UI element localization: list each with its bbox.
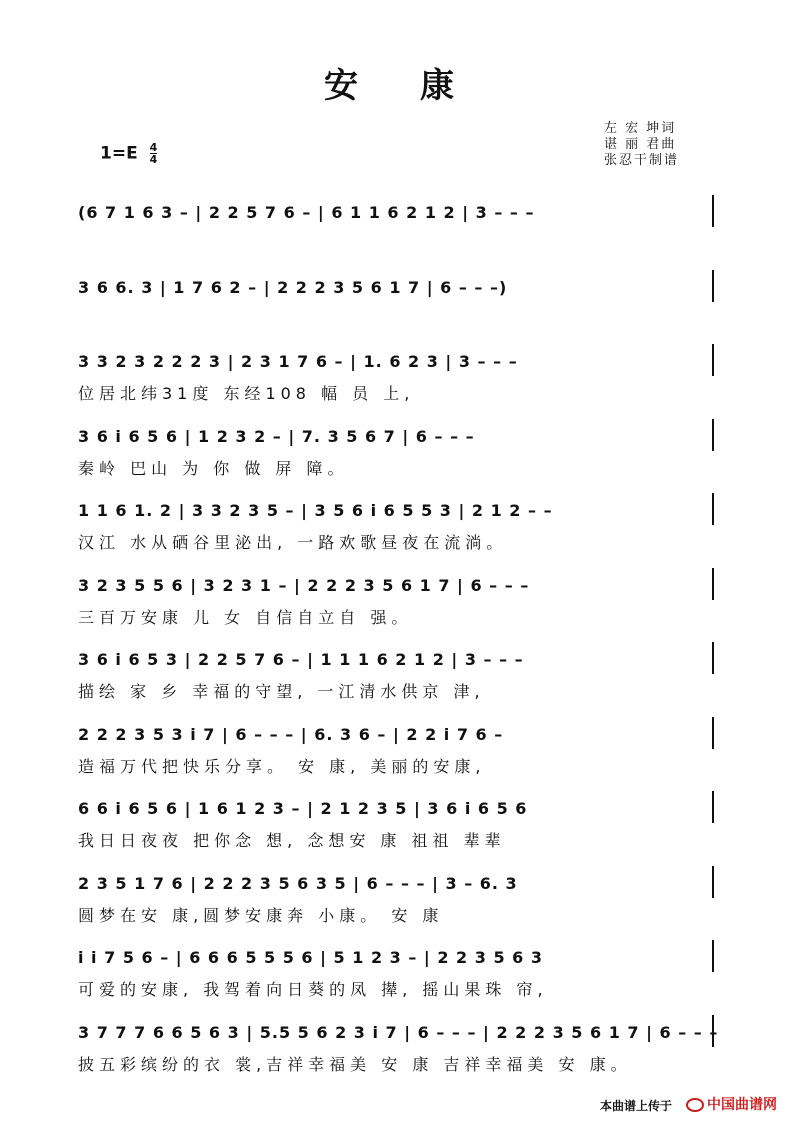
time-signature-top: 4 <box>149 141 158 154</box>
bar-line <box>712 1015 714 1047</box>
bar-line <box>712 940 714 972</box>
bar-line <box>712 344 714 376</box>
time-signature <box>150 142 158 165</box>
lyric-row: 描绘 家 乡 幸福的守望, 一江清水供京 津, <box>78 682 485 701</box>
notation-row: 3 3 2 3 2 2 2 3 | 2 3 1 7 6 – | 1. 6 2 3 | 3 – – – <box>78 352 718 371</box>
key-label: 1=E <box>100 143 138 164</box>
time-signature-bottom: 4 <box>149 153 158 166</box>
lyric-row: 圆梦在安 康,圆梦安康奔 小康。 安 康 <box>78 906 444 925</box>
credit-transcriber: 张忍干制谱 <box>604 153 680 168</box>
footer-text: 本曲谱上传于 <box>600 1099 673 1113</box>
notation-row: 2 3 5 1 7 6 | 2 2 2 3 5 6 3 5 | 6 – – – | 3 – 6. 3 <box>78 874 718 893</box>
notation-row: 3 6 i 6 5 3 | 2 2 5 7 6 – | 1 1 1 6 2 1 2 | 3 – – – <box>78 650 718 669</box>
key-signature <box>100 142 157 165</box>
bar-line <box>712 568 714 600</box>
bar-line <box>712 493 714 525</box>
lyric-row: 秦岭 巴山 为 你 做 屏 障。 <box>78 459 349 478</box>
site-logo <box>686 1094 777 1114</box>
lyric-row: 汉江 水从硒谷里泌出, 一路欢歌昼夜在流淌。 <box>78 533 508 552</box>
notation-row: 1 1 6 1. 2 | 3 3 2 3 5 – | 3 5 6 i 6 5 5 3 | 2 1 2 – – <box>78 501 718 520</box>
bar-line <box>712 419 714 451</box>
notation-row: (6 7 1 6 3 – | 2 2 5 7 6 – | 6 1 1 6 2 1 2 | 3 – – – <box>78 203 718 222</box>
song-title: 安 康 <box>324 66 468 106</box>
logo-icon <box>686 1098 704 1112</box>
notation-row: 2 2 2 3 5 3 i 7 | 6 – – – | 6. 3 6 – | 2 2 i 7 6 – <box>78 725 718 744</box>
bar-line <box>712 195 714 227</box>
bar-line <box>712 270 714 302</box>
lyric-row: 造福万代把快乐分享。 安 康, 美丽的安康, <box>78 757 486 776</box>
notation-row: 3 7 7 7 6 6 5 6 3 | 5.5 5 6 2 3 i 7 | 6 – – – | 2 2 2 3 5 6 1 7 | 6 – – – <box>78 1023 718 1042</box>
credit-composer: 谌 丽 君曲 <box>604 137 677 152</box>
credits <box>604 121 679 169</box>
lyric-row: 披五彩缤纷的衣 裳,吉祥幸福美 安 康 吉祥幸福美 安 康。 <box>78 1055 632 1074</box>
lyric-row: 我日日夜夜 把你念 想, 念想安 康 祖祖 辈辈 <box>78 831 506 850</box>
notation-row: i i 7 5 6 – | 6 6 6 5 5 5 6 | 5 1 2 3 – | 2 2 3 5 6 3 <box>78 948 718 967</box>
bar-line <box>712 866 714 898</box>
notation-row: 3 6 i 6 5 6 | 1 2 3 2 – | 7. 3 5 6 7 | 6 – – – <box>78 427 718 446</box>
lyric-row: 可爱的安康, 我驾着向日葵的凤 撵, 摇山果珠 帘, <box>78 980 548 999</box>
notation-row: 6 6 i 6 5 6 | 1 6 1 2 3 – | 2 1 2 3 5 | 3 6 i 6 5 6 <box>78 799 718 818</box>
lyric-row: 位居北纬31度 东经108 幅 员 上, <box>78 384 415 403</box>
bar-line <box>712 642 714 674</box>
notation-row: 3 6 6. 3 | 1 7 6 2 – | 2 2 2 3 5 6 1 7 | 6 – – –) <box>78 278 718 297</box>
bar-line <box>712 717 714 749</box>
lyric-row: 三百万安康 儿 女 自信自立自 强。 <box>78 608 413 627</box>
bar-line <box>712 791 714 823</box>
credit-lyricist: 左 宏 坤词 <box>604 121 677 136</box>
notation-row: 3 2 3 5 5 6 | 3 2 3 1 – | 2 2 2 3 5 6 1 7 | 6 – – – <box>78 576 718 595</box>
site-name: 中国曲谱网 <box>707 1097 777 1113</box>
